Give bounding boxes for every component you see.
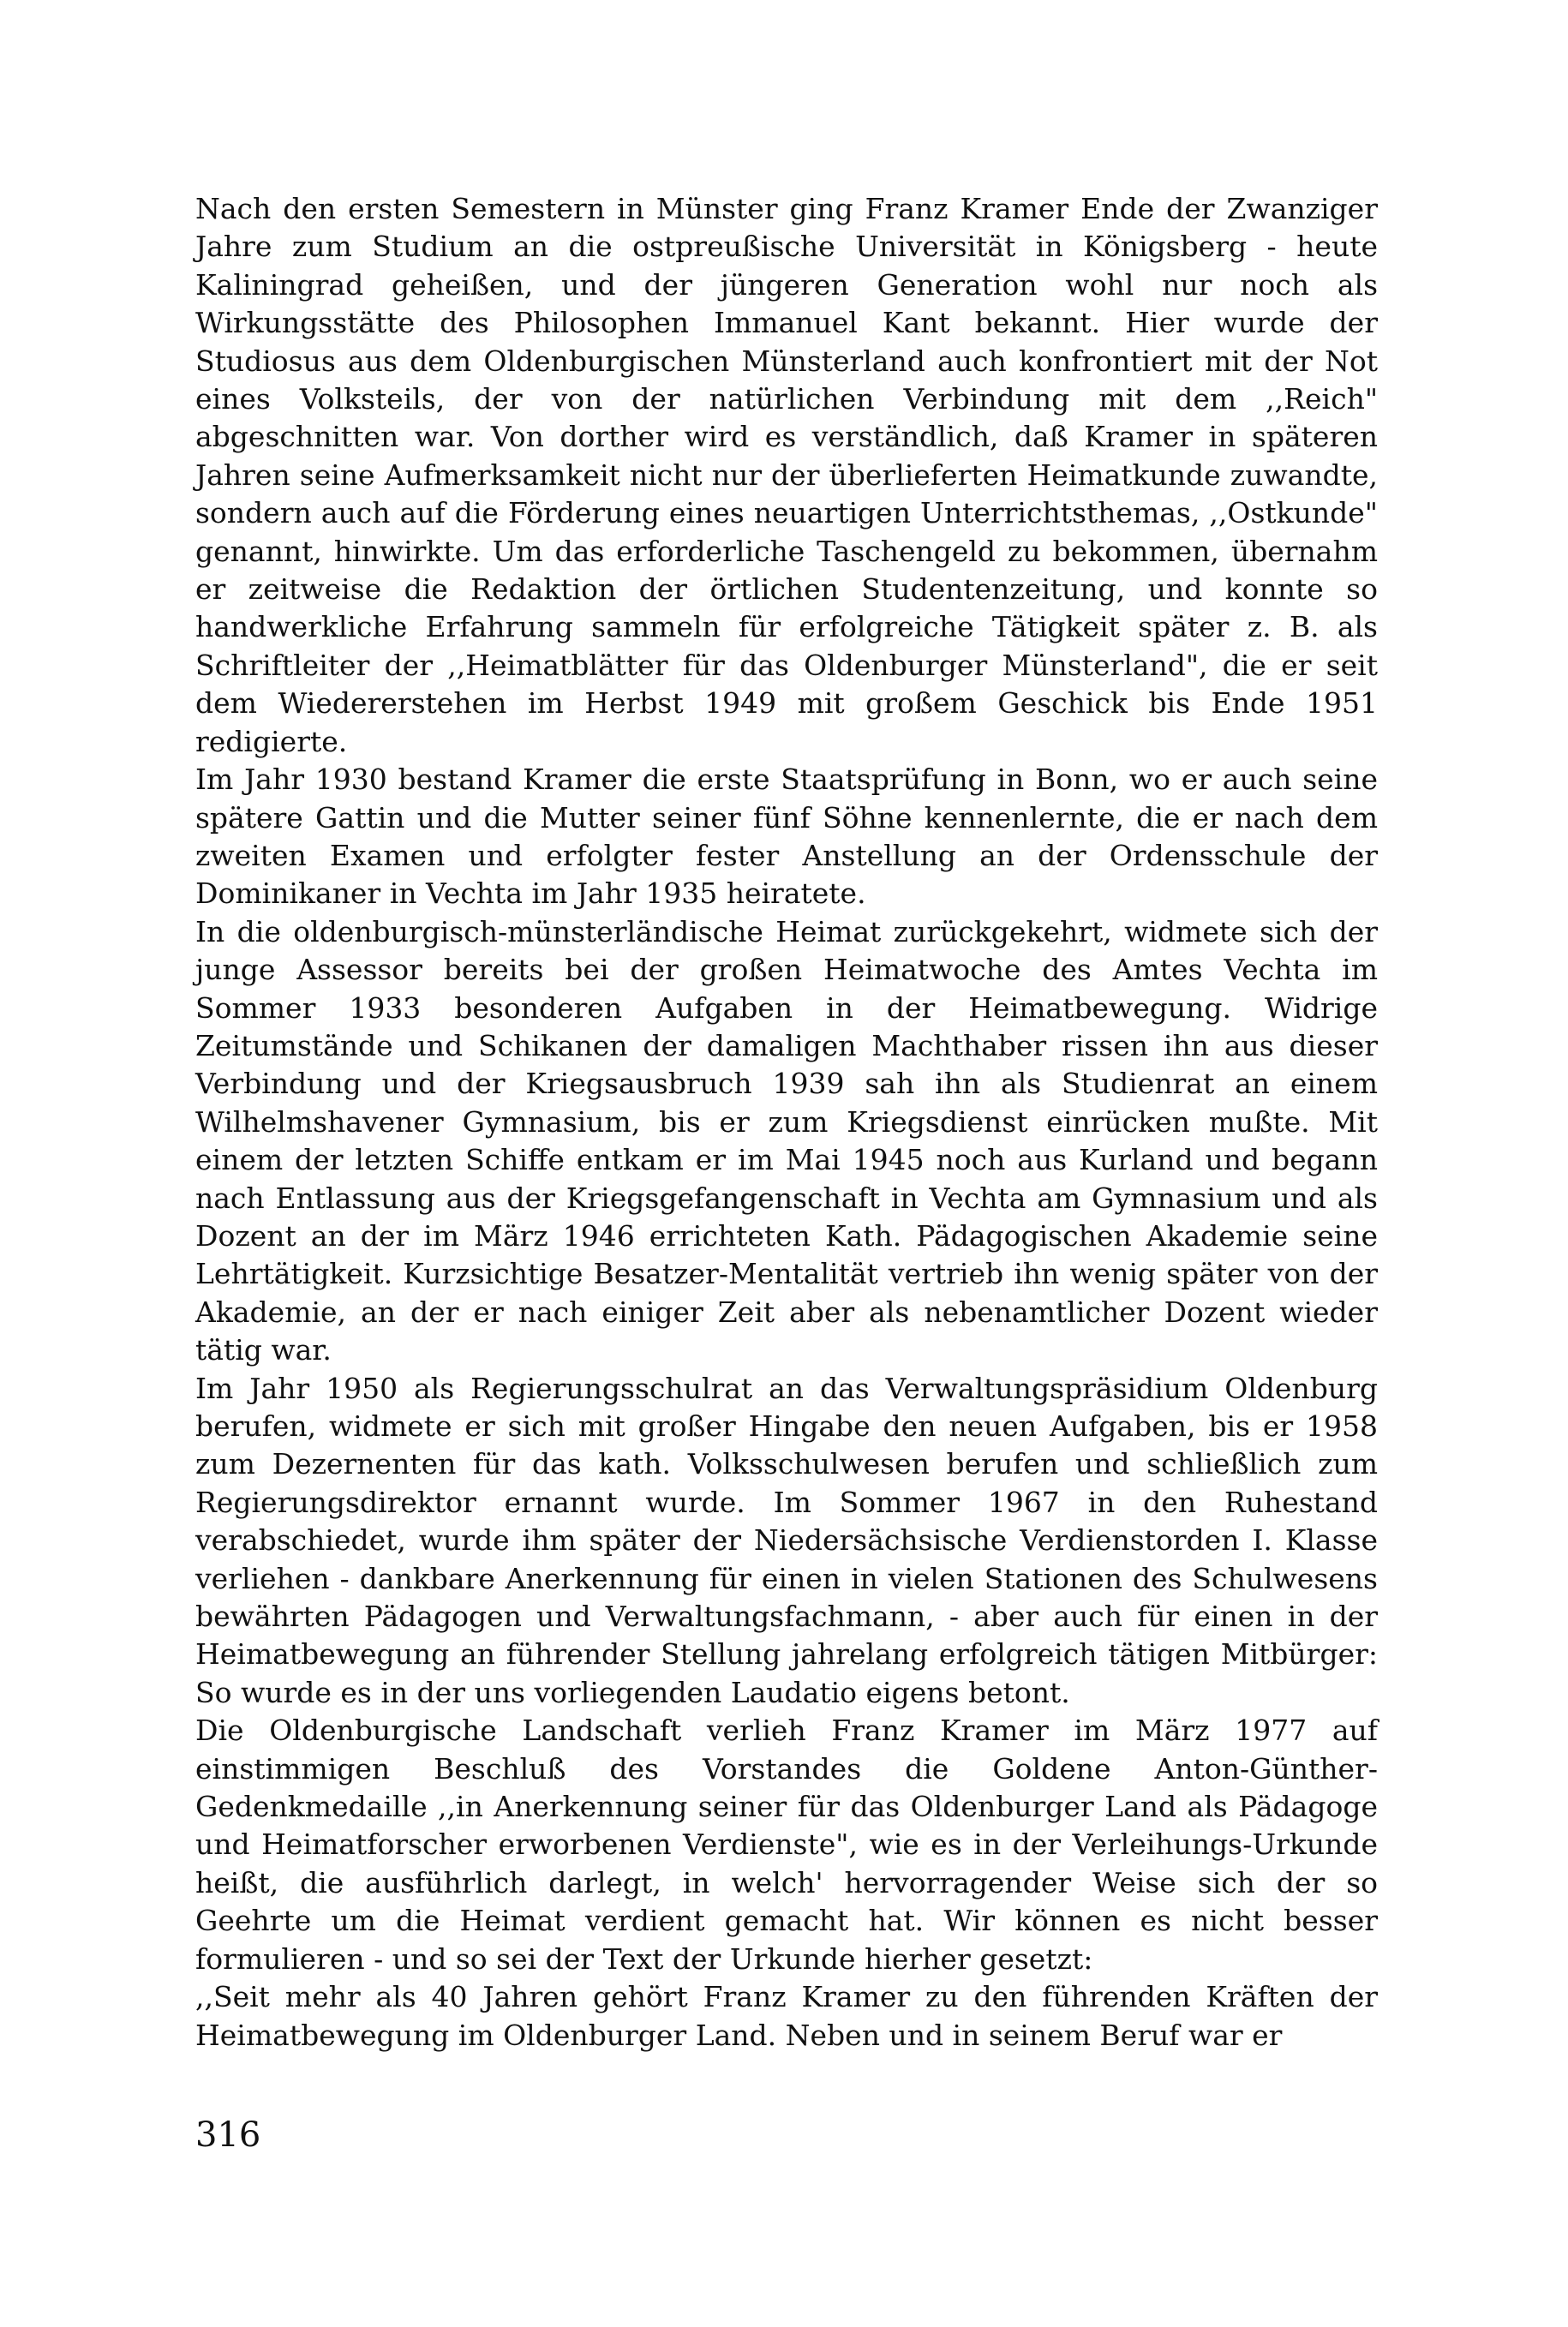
paragraph-studium-koenigsberg: Nach den ersten Semestern in Münster ging Franz Kramer Ende der Zwanziger Jahre zum Studium an die ostpreußische Universität in Königsberg - heute Kaliningrad geheißen, und der jüngeren Generation wohl nur noch als Wirkungsstätte des Philosophen Immanuel Kant bekannt. Hier wurde der Studiosus aus dem Oldenburgischen Münsterland auch konfrontiert mit der Not eines Volksteils, der von der natürlichen Verbindung mit dem ,,Reich" abgeschnitten war. Von dorther wird es verständlich, daß Kramer in späteren Jahren seine Aufmerksamkeit nicht nur der überlieferten Heimatkunde zuwandte, sondern auch auf die Förderung eines neuartigen Unterrichtsthemas, ,,Ostkunde" genannt, hinwirkte. Um das erforderliche Taschengeld zu bekommen, übernahm er zeitweise die Redaktion der örtlichen Studentenzeitung, und konnte so handwerkliche Erfahrung sammeln für erfolgreiche Tätigkeit später z. B. als Schriftleiter der ,,Heimatblätter für das Oldenburger Münsterland", die er seit dem Wiedererstehen im Herbst 1949 mit großem Geschick bis Ende 1951 redigierte.	[195, 192, 1378, 758]
paragraph-heimat-rueckkehr: In die oldenburgisch-münsterländische Heimat zurückgekehrt, widmete sich der junge Assessor bereits bei der großen Heimatwoche des Amtes Vechta im Sommer 1933 besonderen Aufgaben in der Heimatbewegung. Widrige Zeitumstände und Schikanen der damaligen Machthaber rissen ihn aus dieser Verbindung und der Kriegsausbruch 1939 sah ihn als Studienrat an einem Wilhelmshavener Gymnasium, bis er zum Kriegsdienst einrücken mußte. Mit einem der letzten Schiffe entkam er im Mai 1945 noch aus Kurland und begann nach Entlassung aus der Kriegsgefangenschaft in Vechta am Gymnasium und als Dozent an der im März 1946 errichteten Kath. Pädagogischen Akademie seine Lehrtätigkeit. Kurzsichtige Besatzer-Mentalität vertrieb ihn wenig später von der Akademie, an der er nach einiger Zeit aber als nebenamtlicher Dozent wieder tätig war.	[195, 914, 1378, 1367]
paragraph-staatspruefung: Im Jahr 1930 bestand Kramer die erste Staatsprüfung in Bonn, wo er auch seine spätere Gattin und die Mutter seiner fünf Söhne kennenlernte, die er nach dem zweiten Examen und erfolgter fester Anstellung an der Ordensschule der Dominikaner in Vechta im Jahr 1935 heiratete.	[195, 763, 1378, 911]
body-text	[195, 190, 1378, 2055]
paragraph-urkunde-zitat: ,,Seit mehr als 40 Jahren gehört Franz Kramer zu den führenden Kräften der Heimatbewegung im Oldenburger Land. Neben und in seinem Beruf war er	[195, 1980, 1378, 2052]
page-number: 316	[195, 2115, 261, 2155]
paragraph-regierungsschulrat: Im Jahr 1950 als Regierungsschulrat an das Verwaltungspräsidium Oldenburg berufen, widmete er sich mit großer Hingabe den neuen Aufgaben, bis er 1958 zum Dezernenten für das kath. Volksschulwesen berufen und schließlich zum Regierungsdirektor ernannt wurde. Im Sommer 1967 in den Ruhestand verabschiedet, wurde ihm später der Niedersächsische Verdienstorden I. Klasse verliehen - dankbare Anerkennung für einen in vielen Stationen des Schulwesens bewährten Pädagogen und Verwaltungsfachmann, - aber auch für einen in der Heimatbewegung an führender Stellung jahrelang erfolgreich tätigen Mitbürger: So wurde es in der uns vorliegenden Laudatio eigens betont.	[195, 1371, 1378, 1709]
paragraph-gedenkmedaille: Die Oldenburgische Landschaft verlieh Franz Kramer im März 1977 auf einstimmigen Beschluß des Vorstandes die Goldene Anton-Günther-Gedenkmedaille ,,in Anerkennung seiner für das Oldenburger Land als Pädagoge und Heimatforscher erworbenen Verdienste", wie es in der Verleihungs-Urkunde heißt, die ausführlich darlegt, in welch' hervorragender Weise sich der so Geehrte um die Heimat verdient gemacht hat. Wir können es nicht besser formulieren - und so sei der Text der Urkunde hierher gesetzt:	[195, 1714, 1378, 1976]
